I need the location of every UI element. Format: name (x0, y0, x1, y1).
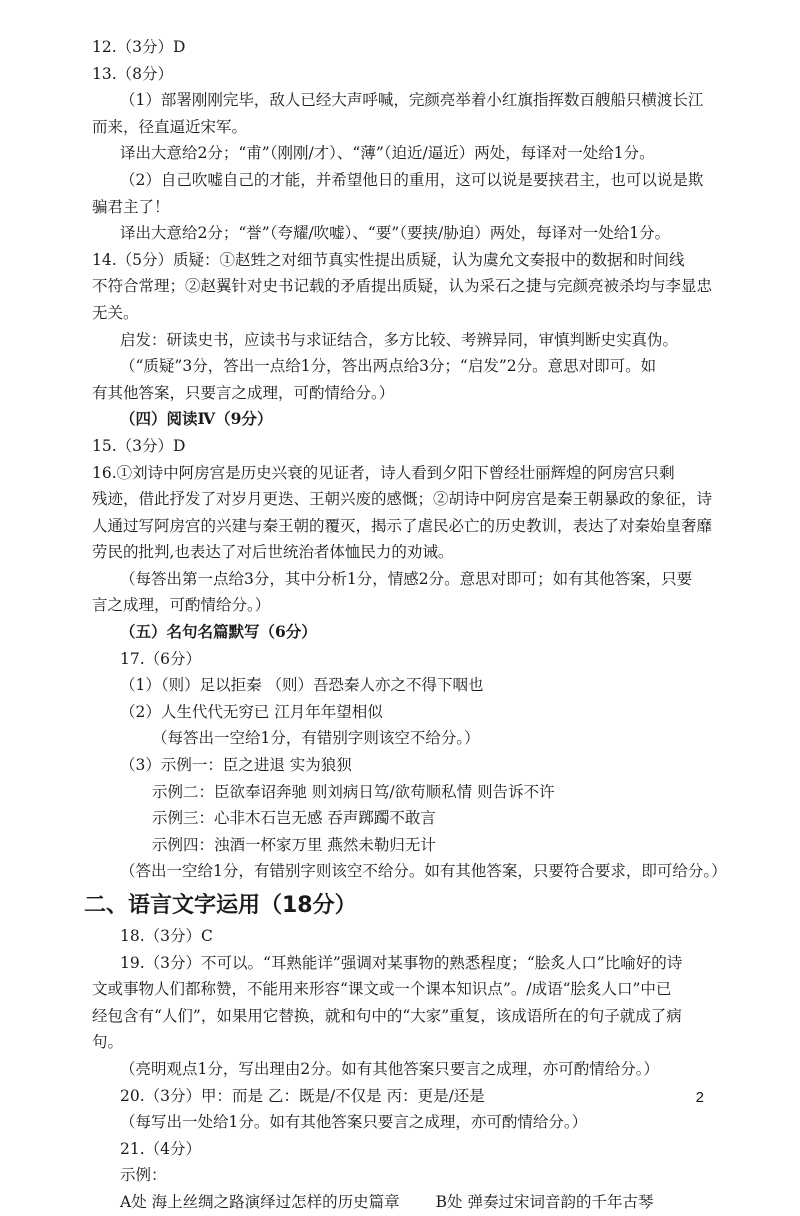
text-line: 17.（6分） (120, 649, 202, 668)
text-line: （1）部署刚刚完毕，敌人已经大声呼喊，完颜亮举着小红旗指挥数百艘船只横渡长江 (120, 91, 704, 110)
answer-block-reading (92, 34, 732, 885)
text-line: （3）示例一：臣之进退 实为狼狈 (120, 756, 352, 775)
text-line: 译出大意给2分；“誉”（夸耀/吹嘘）、“要”（要挟/胁迫）两处，每译对一处给1分。 (120, 224, 671, 243)
example-line-a-b (92, 1189, 732, 1216)
text-line: 示例二：臣欲奉诏奔驰 则刘病日笃/欲苟顺私情 则告诉不许 (152, 782, 555, 801)
text-line: （亮明观点1分，写出理由2分。如有其他答案只要言之成理，亦可酌情给分。） (120, 1059, 659, 1078)
text-line: 启发：研读史书，应读书与求证结合，多方比较、考辨异同，审慎判断史实真伪。 (120, 330, 679, 349)
text-line: 文或事物人们都称赞，不能用来形容“课文或一个课本知识点”。/成语“脍炙人口”中已 (92, 980, 672, 999)
page-number: 2 (695, 1089, 704, 1106)
text-line: （2）自己吹嘘自己的才能，并希望他日的重用，这可以说是要挟君主，也可以说是欺 (120, 170, 704, 189)
answer-block-language (92, 923, 732, 1189)
text-line: 无关。 (92, 303, 139, 322)
text-line: 14.（5分）质疑：①赵甡之对细节真实性提出质疑，认为虞允文奏报中的数据和时间线 (92, 250, 685, 269)
text-line: 12.（3分）D (92, 38, 186, 56)
text-line: 人通过写阿房宫的兴建与秦王朝的覆灭，揭示了虐民必亡的历史教训，表达了对秦始皇奢靡 (92, 516, 713, 535)
text-line: （五）名句名篇默写（6分） (120, 622, 317, 642)
text-line: 示例三：心非木石岂无感 吞声踯躅不敢言 (152, 809, 436, 828)
text-line: 句。 (92, 1033, 124, 1052)
text-line: 有其他答案，只要言之成理，可酌情给分。） (92, 383, 395, 402)
answer-document (84, 34, 732, 1216)
text-line: （四）阅读Ⅳ（9分） (120, 409, 273, 429)
text-line: 16.①刘诗中阿房宫是历史兴衰的见证者，诗人看到夕阳下曾经壮丽辉煌的阿房宫只剩 (92, 463, 675, 482)
text-line: 21.（4分） (120, 1139, 202, 1158)
section-title-language-use: 二、语言文字运用（18分） (84, 893, 357, 918)
text-line: 而来，径直逼近宋军。 (92, 117, 248, 136)
example-a-text: A处 海上丝绸之路演绎过怎样的历史篇章 (120, 1192, 400, 1211)
text-line: 劳民的批判,也表达了对后世统治者体恤民力的劝诫。 (92, 543, 454, 562)
text-line: （答出一空给1分，有错别字则该空不给分。如有其他答案，只要符合要求，即可给分。） (120, 862, 727, 881)
text-line: 20.（3分）甲：而是 乙：既是/不仅是 丙：更是/还是 (120, 1086, 485, 1105)
text-line: 示例四：浊酒一杯家万里 燕然未勒归无计 (152, 835, 436, 854)
text-line: （2）人生代代无穷已 江月年年望相似 (120, 702, 383, 721)
text-line: 15.（3分）D (92, 436, 186, 455)
example-b-text: B处 弹奏过宋词音韵的千年古琴 (435, 1192, 654, 1211)
text-line: （1）（则）足以拒秦 （则）吾恐秦人亦之不得下咽也 (120, 676, 484, 695)
text-line: 残迹，借此抒发了对岁月更迭、王朝兴废的感慨；②胡诗中阿房宫是秦王朝暴政的象征，诗 (92, 490, 713, 509)
text-line: 18.（3分）C (120, 927, 213, 945)
text-line: 骗君主了！ (92, 197, 170, 216)
text-line: （每答出一空给1分，有错别字则该空不给分。） (152, 729, 480, 748)
text-line: （“质疑”3分，答出一点给1分，答出两点给3分；“启发”2分。意思对即可。如 (120, 357, 657, 376)
text-line: 不符合常理；②赵翼针对史书记载的矛盾提出质疑，认为采石之捷与完颜亮被杀均与李显忠 (92, 277, 713, 296)
text-line: 译出大意给2分；“甫”（刚刚/才）、“薄”（迫近/逼近）两处，每译对一处给1分。 (120, 144, 655, 163)
text-line: 13.（8分） (92, 64, 174, 83)
text-line: （每写出一处给1分。如有其他答案只要言之成理，亦可酌情给分。） (120, 1113, 588, 1132)
text-line: 19.（3分）不可以。“耳熟能详”强调对某事物的熟悉程度；“脍炙人口”比喻好的诗 (120, 953, 683, 972)
text-line: 经包含有“人们”，如果用它替换，就和句中的“大家”重复，该成语所在的句子就成了病 (92, 1006, 682, 1025)
text-line: 言之成理，可酌情给分。） (92, 596, 271, 615)
text-line: （每答出第一点给3分，其中分析1分，情感2分。意思对即可；如有其他答案，只要 (120, 569, 693, 588)
text-line: 示例： (120, 1166, 167, 1185)
